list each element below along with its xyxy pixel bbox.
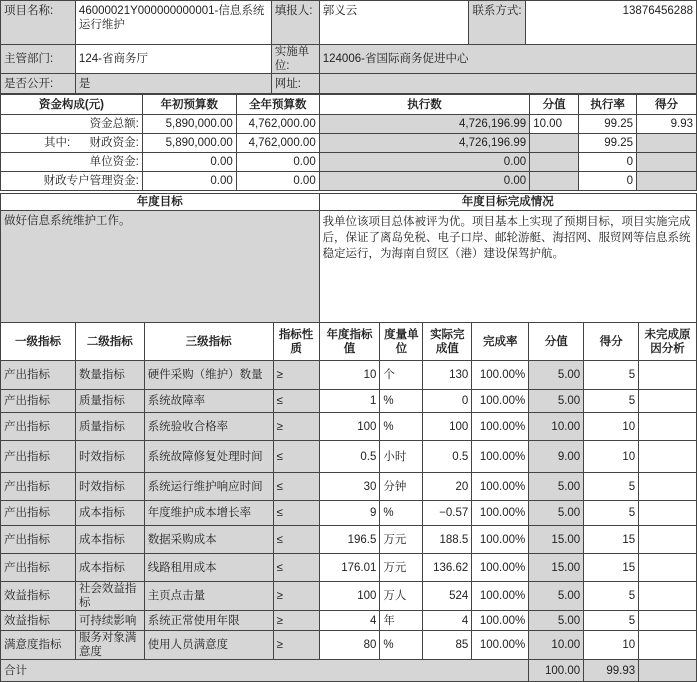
- ind-header-l3: 三级指标: [144, 323, 273, 361]
- ind-score: 15: [584, 554, 639, 582]
- budget-initial: 0.00: [142, 172, 236, 191]
- project-name-label: 项目名称:: [1, 1, 76, 45]
- indicator-row: [1, 361, 697, 390]
- ind-header-target: 年度指标值: [319, 323, 380, 361]
- budget-header-score-value: 分值: [530, 95, 579, 115]
- ind-score: 5: [584, 361, 639, 390]
- budget-rate: 0: [579, 172, 637, 191]
- ind-l3: 硬件采购（维护）数量: [144, 361, 273, 390]
- indicator-row: [1, 413, 697, 441]
- ind-l1: 效益指标: [1, 582, 76, 611]
- ind-reason: [639, 473, 697, 501]
- ind-nature: ≥: [273, 611, 319, 631]
- ind-l3: 主页点击量: [144, 582, 273, 611]
- ind-value: 5.00: [529, 611, 584, 631]
- budget-annual: 0.00: [236, 153, 319, 172]
- ind-rate: 100.00%: [472, 611, 529, 631]
- budget-label-prefix: 其中:: [44, 137, 71, 149]
- impl-value: 124006-省国际商务促进中心: [319, 45, 696, 74]
- ind-reason: [639, 582, 697, 611]
- ind-header-rate: 完成率: [472, 323, 529, 361]
- ind-target: 100: [319, 413, 380, 441]
- ind-score: 5: [584, 390, 639, 413]
- total-score: 99.93: [584, 660, 639, 682]
- ind-reason: [639, 441, 697, 473]
- ind-unit: %: [380, 413, 423, 441]
- ind-target: 0.5: [319, 441, 380, 473]
- ind-unit: 万人: [380, 582, 423, 611]
- ind-l2: 社会效益指标: [75, 582, 144, 611]
- ind-l3: 系统验收合格率: [144, 413, 273, 441]
- ind-nature: ≤: [273, 441, 319, 473]
- ind-value: 5.00: [529, 582, 584, 611]
- budget-executed: 0.00: [319, 153, 529, 172]
- ind-header-l1: 一级指标: [1, 323, 76, 361]
- filler-value: 郭义云: [319, 1, 469, 45]
- project-name-value: 46000021Y000000000001-信息系统运行维护: [75, 1, 271, 45]
- goal-completion-header: 年度目标完成情况: [319, 194, 697, 211]
- ind-reason: [639, 501, 697, 526]
- budget-initial: 0.00: [142, 153, 236, 172]
- ind-value: 5.00: [529, 473, 584, 501]
- ind-rate: 100.00%: [472, 413, 529, 441]
- ind-rate: 100.00%: [472, 526, 529, 554]
- ind-nature: ≥: [273, 582, 319, 611]
- ind-reason: [639, 526, 697, 554]
- budget-label: 其中: 财政资金:: [1, 134, 143, 153]
- budget-rate: 0: [579, 153, 637, 172]
- ind-unit: 个: [380, 361, 423, 390]
- ind-l3: 系统正常使用年限: [144, 611, 273, 631]
- public-label: 是否公开:: [1, 74, 76, 94]
- ind-target: 1: [319, 390, 380, 413]
- url-value: [319, 74, 696, 94]
- ind-target: 176.01: [319, 554, 380, 582]
- ind-l3: 线路租用成本: [144, 554, 273, 582]
- ind-actual: 4: [423, 611, 472, 631]
- ind-target: 80: [319, 631, 380, 660]
- ind-header-nature: 指标性质: [273, 323, 319, 361]
- ind-value: 15.00: [529, 554, 584, 582]
- ind-reason: [639, 611, 697, 631]
- project-info-table: [0, 0, 697, 94]
- budget-label: 资金总额:: [1, 115, 143, 134]
- ind-nature: ≤: [273, 526, 319, 554]
- ind-nature: ≥: [273, 631, 319, 660]
- indicator-row: [1, 582, 697, 611]
- ind-rate: 100.00%: [472, 361, 529, 390]
- ind-target: 9: [319, 501, 380, 526]
- ind-l3: 数据采购成本: [144, 526, 273, 554]
- budget-header-annual: 全年预算数: [236, 95, 319, 115]
- budget-initial: 5,890,000.00: [142, 134, 236, 153]
- budget-annual: 0.00: [236, 172, 319, 191]
- ind-unit: 年: [380, 611, 423, 631]
- impl-label: 实施单位:: [271, 45, 319, 74]
- ind-target: 100: [319, 582, 380, 611]
- ind-score: 5: [584, 611, 639, 631]
- budget-score-value: [530, 172, 579, 191]
- indicator-row: [1, 441, 697, 473]
- ind-target: 10: [319, 361, 380, 390]
- ind-value: 5.00: [529, 501, 584, 526]
- ind-nature: ≤: [273, 473, 319, 501]
- budget-score: [637, 172, 697, 191]
- ind-l2: 成本指标: [75, 554, 144, 582]
- ind-rate: 100.00%: [472, 390, 529, 413]
- ind-actual: 85: [423, 631, 472, 660]
- budget-executed: 4,726,196.99: [319, 134, 529, 153]
- budget-table: [0, 94, 697, 191]
- ind-rate: 100.00%: [472, 631, 529, 660]
- budget-header-rate: 执行率: [579, 95, 637, 115]
- ind-header-score: 得分: [584, 323, 639, 361]
- ind-score: 15: [584, 526, 639, 554]
- ind-actual: 0: [423, 390, 472, 413]
- ind-l2: 可持续影响: [75, 611, 144, 631]
- ind-actual: 188.5: [423, 526, 472, 554]
- ind-actual: −0.57: [423, 501, 472, 526]
- budget-score: [637, 134, 697, 153]
- budget-annual: 4,762,000.00: [236, 115, 319, 134]
- budget-executed: 0.00: [319, 172, 529, 191]
- ind-score: 5: [584, 501, 639, 526]
- ind-reason: [639, 631, 697, 660]
- ind-nature: ≤: [273, 390, 319, 413]
- url-label: 网址:: [271, 74, 319, 94]
- ind-actual: 100: [423, 413, 472, 441]
- ind-value: 15.00: [529, 526, 584, 554]
- annual-goal-header: 年度目标: [1, 194, 320, 211]
- ind-unit: %: [380, 631, 423, 660]
- ind-l2: 成本指标: [75, 526, 144, 554]
- ind-actual: 0.5: [423, 441, 472, 473]
- ind-nature: ≥: [273, 413, 319, 441]
- ind-rate: 100.00%: [472, 441, 529, 473]
- budget-score: 9.93: [637, 115, 697, 134]
- ind-unit: 万元: [380, 554, 423, 582]
- ind-l3: 使用人员满意度: [144, 631, 273, 660]
- ind-l2: 成本指标: [75, 501, 144, 526]
- budget-header-score: 得分: [637, 95, 697, 115]
- ind-nature: ≤: [273, 554, 319, 582]
- ind-rate: 100.00%: [472, 473, 529, 501]
- ind-score: 10: [584, 441, 639, 473]
- ind-l2: 时效指标: [75, 473, 144, 501]
- ind-header-unit: 度量单位: [380, 323, 423, 361]
- budget-header-composition: 资金构成(元): [1, 95, 143, 115]
- ind-score: 5: [584, 582, 639, 611]
- ind-header-l2: 二级指标: [75, 323, 144, 361]
- ind-reason: [639, 361, 697, 390]
- budget-score-value: [530, 134, 579, 153]
- ind-unit: 万元: [380, 526, 423, 554]
- ind-l1: 产出指标: [1, 441, 76, 473]
- ind-l1: 产出指标: [1, 501, 76, 526]
- indicator-row: [1, 390, 697, 413]
- ind-value: 5.00: [529, 361, 584, 390]
- ind-l2: 质量指标: [75, 390, 144, 413]
- ind-rate: 100.00%: [472, 582, 529, 611]
- ind-rate: 100.00%: [472, 554, 529, 582]
- ind-score: 10: [584, 413, 639, 441]
- ind-unit: %: [380, 501, 423, 526]
- filler-label: 填报人:: [271, 1, 319, 45]
- ind-value: 9.00: [529, 441, 584, 473]
- ind-actual: 136.62: [423, 554, 472, 582]
- ind-nature: ≥: [273, 361, 319, 390]
- budget-annual: 4,762,000.00: [236, 134, 319, 153]
- indicator-row: [1, 526, 697, 554]
- ind-reason: [639, 390, 697, 413]
- budget-rate: 99.25: [579, 115, 637, 134]
- ind-l1: 满意度指标: [1, 631, 76, 660]
- ind-value: 10.00: [529, 631, 584, 660]
- ind-target: 196.5: [319, 526, 380, 554]
- indicators-table: [0, 322, 697, 682]
- ind-header-actual: 实际完成值: [423, 323, 472, 361]
- total-label: 合计: [1, 660, 529, 682]
- budget-score-value: 10.00: [530, 115, 579, 134]
- ind-score: 5: [584, 473, 639, 501]
- budget-row: [1, 172, 697, 191]
- ind-unit: 小时: [380, 441, 423, 473]
- ind-l2: 时效指标: [75, 441, 144, 473]
- ind-l1: 效益指标: [1, 611, 76, 631]
- budget-executed: 4,726,196.99: [319, 115, 529, 134]
- public-value: 是: [75, 74, 271, 94]
- budget-header-executed: 执行数: [319, 95, 529, 115]
- indicator-row: [1, 554, 697, 582]
- ind-l1: 产出指标: [1, 413, 76, 441]
- ind-value: 10.00: [529, 413, 584, 441]
- total-value: 100.00: [529, 660, 584, 682]
- ind-unit: 分钟: [380, 473, 423, 501]
- dept-value: 124-省商务厅: [75, 45, 271, 74]
- ind-rate: 100.00%: [472, 501, 529, 526]
- budget-score-value: [530, 153, 579, 172]
- budget-row: [1, 134, 697, 153]
- ind-l2: 数量指标: [75, 361, 144, 390]
- indicator-row: [1, 473, 697, 501]
- ind-header-reason: 未完成原因分析: [639, 323, 697, 361]
- ind-actual: 130: [423, 361, 472, 390]
- budget-score: [637, 153, 697, 172]
- contact-value: 13876456288: [526, 1, 697, 45]
- budget-initial: 5,890,000.00: [142, 115, 236, 134]
- ind-unit: %: [380, 390, 423, 413]
- ind-header-value: 分值: [529, 323, 584, 361]
- contact-label: 联系方式:: [469, 1, 526, 45]
- ind-actual: 20: [423, 473, 472, 501]
- ind-l3: 系统运行维护响应时间: [144, 473, 273, 501]
- ind-l3: 年度维护成本增长率: [144, 501, 273, 526]
- ind-l1: 产出指标: [1, 526, 76, 554]
- ind-l3: 系统故障率: [144, 390, 273, 413]
- goal-completion-text: 我单位该项目总体被评为优。项目基本上实现了预期目标，项目实施完成后，保证了离岛免税、电子口岸、邮轮游艇、海招网、服贸网等信息系统稳定运行，为海南自贸区（港）建设保驾护航。: [319, 211, 697, 323]
- budget-header-initial: 年初预算数: [142, 95, 236, 115]
- dept-label: 主管部门:: [1, 45, 76, 74]
- budget-label: 财政专户管理资金:: [1, 172, 143, 191]
- ind-l1: 产出指标: [1, 554, 76, 582]
- ind-actual: 524: [423, 582, 472, 611]
- annual-goals-table: [0, 193, 697, 323]
- annual-goal-text: 做好信息系统维护工作。: [1, 211, 320, 323]
- ind-l1: 产出指标: [1, 473, 76, 501]
- ind-l1: 产出指标: [1, 361, 76, 390]
- ind-score: 10: [584, 631, 639, 660]
- ind-l1: 产出指标: [1, 390, 76, 413]
- ind-l2: 服务对象满意度: [75, 631, 144, 660]
- budget-row: [1, 115, 697, 134]
- ind-target: 4: [319, 611, 380, 631]
- ind-nature: ≤: [273, 501, 319, 526]
- budget-row: [1, 153, 697, 172]
- ind-l3: 系统故障修复处理时间: [144, 441, 273, 473]
- ind-reason: [639, 413, 697, 441]
- ind-value: 5.00: [529, 390, 584, 413]
- budget-rate: 99.25: [579, 134, 637, 153]
- budget-label: 单位资金:: [1, 153, 143, 172]
- ind-l2: 质量指标: [75, 413, 144, 441]
- indicator-row: [1, 631, 697, 660]
- total-reason: [639, 660, 697, 682]
- ind-reason: [639, 554, 697, 582]
- ind-target: 30: [319, 473, 380, 501]
- indicator-row: [1, 501, 697, 526]
- indicator-row: [1, 611, 697, 631]
